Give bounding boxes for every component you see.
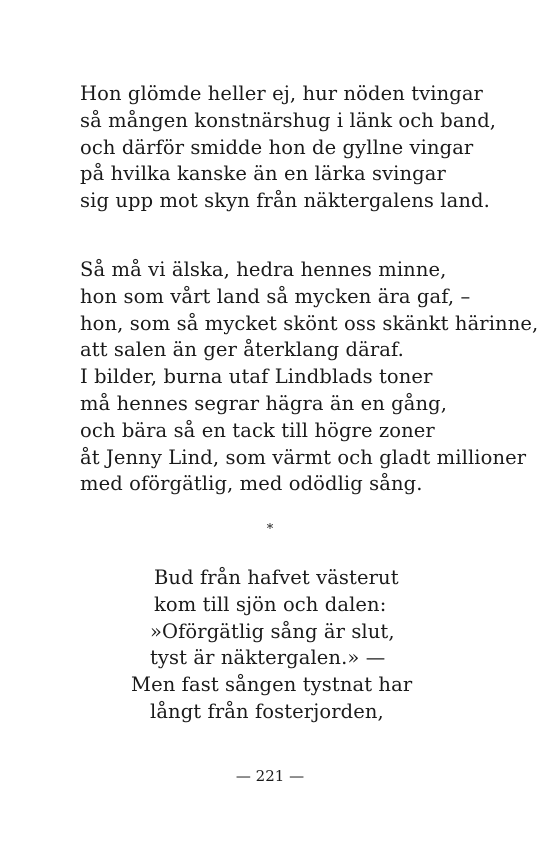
verse-line: att salen än ger återklang däraf.: [80, 338, 404, 362]
verse-line: sig upp mot skyn från näktergalens land.: [80, 189, 490, 213]
verse-line: »Oförgätlig sång är slut,: [150, 619, 395, 643]
verse-line: hon, som så mycket skönt oss skänkt härinne,: [80, 311, 539, 335]
verse-line: och därför smidde hon de gyllne vingar: [80, 135, 474, 159]
verse-line: Men fast sången tystnat har: [131, 673, 413, 697]
verse-line: Bud från hafvet västerut: [154, 566, 399, 589]
verse-line: tyst är näktergalen.» —: [150, 646, 386, 670]
verse-line: så mången konstnärshug i länk och band,: [80, 108, 497, 132]
verse-line: långt från fosterjorden,: [150, 699, 384, 723]
verse-line: Hon glömde heller ej, hur nöden tvingar: [80, 82, 483, 105]
verse-line: på hvilka kanske än en lärka svingar: [80, 162, 446, 186]
verse-line: åt Jenny Lind, som värmt och gladt millioner: [80, 445, 527, 469]
verse-line: I bilder, burna utaf Lindblads toner: [80, 365, 433, 389]
verse-line: må hennes segrar hägra än en gång,: [80, 391, 448, 415]
verse-line: Så må vi älska, hedra hennes minne,: [80, 258, 447, 281]
page-number: — 221 —: [235, 767, 305, 785]
verse-line: och bära så en tack till högre zoner: [80, 418, 435, 442]
stanza-2: [80, 257, 538, 498]
section-separator: *: [266, 522, 274, 537]
verse-line: kom till sjön och dalen:: [154, 592, 387, 616]
stanza-1: [80, 81, 496, 215]
verse-line: med oförgätlig, med odödlig sång.: [80, 472, 423, 496]
verse-line: hon som vårt land så mycken ära gaf, –: [80, 284, 471, 308]
stanza-3: [0, 565, 560, 726]
